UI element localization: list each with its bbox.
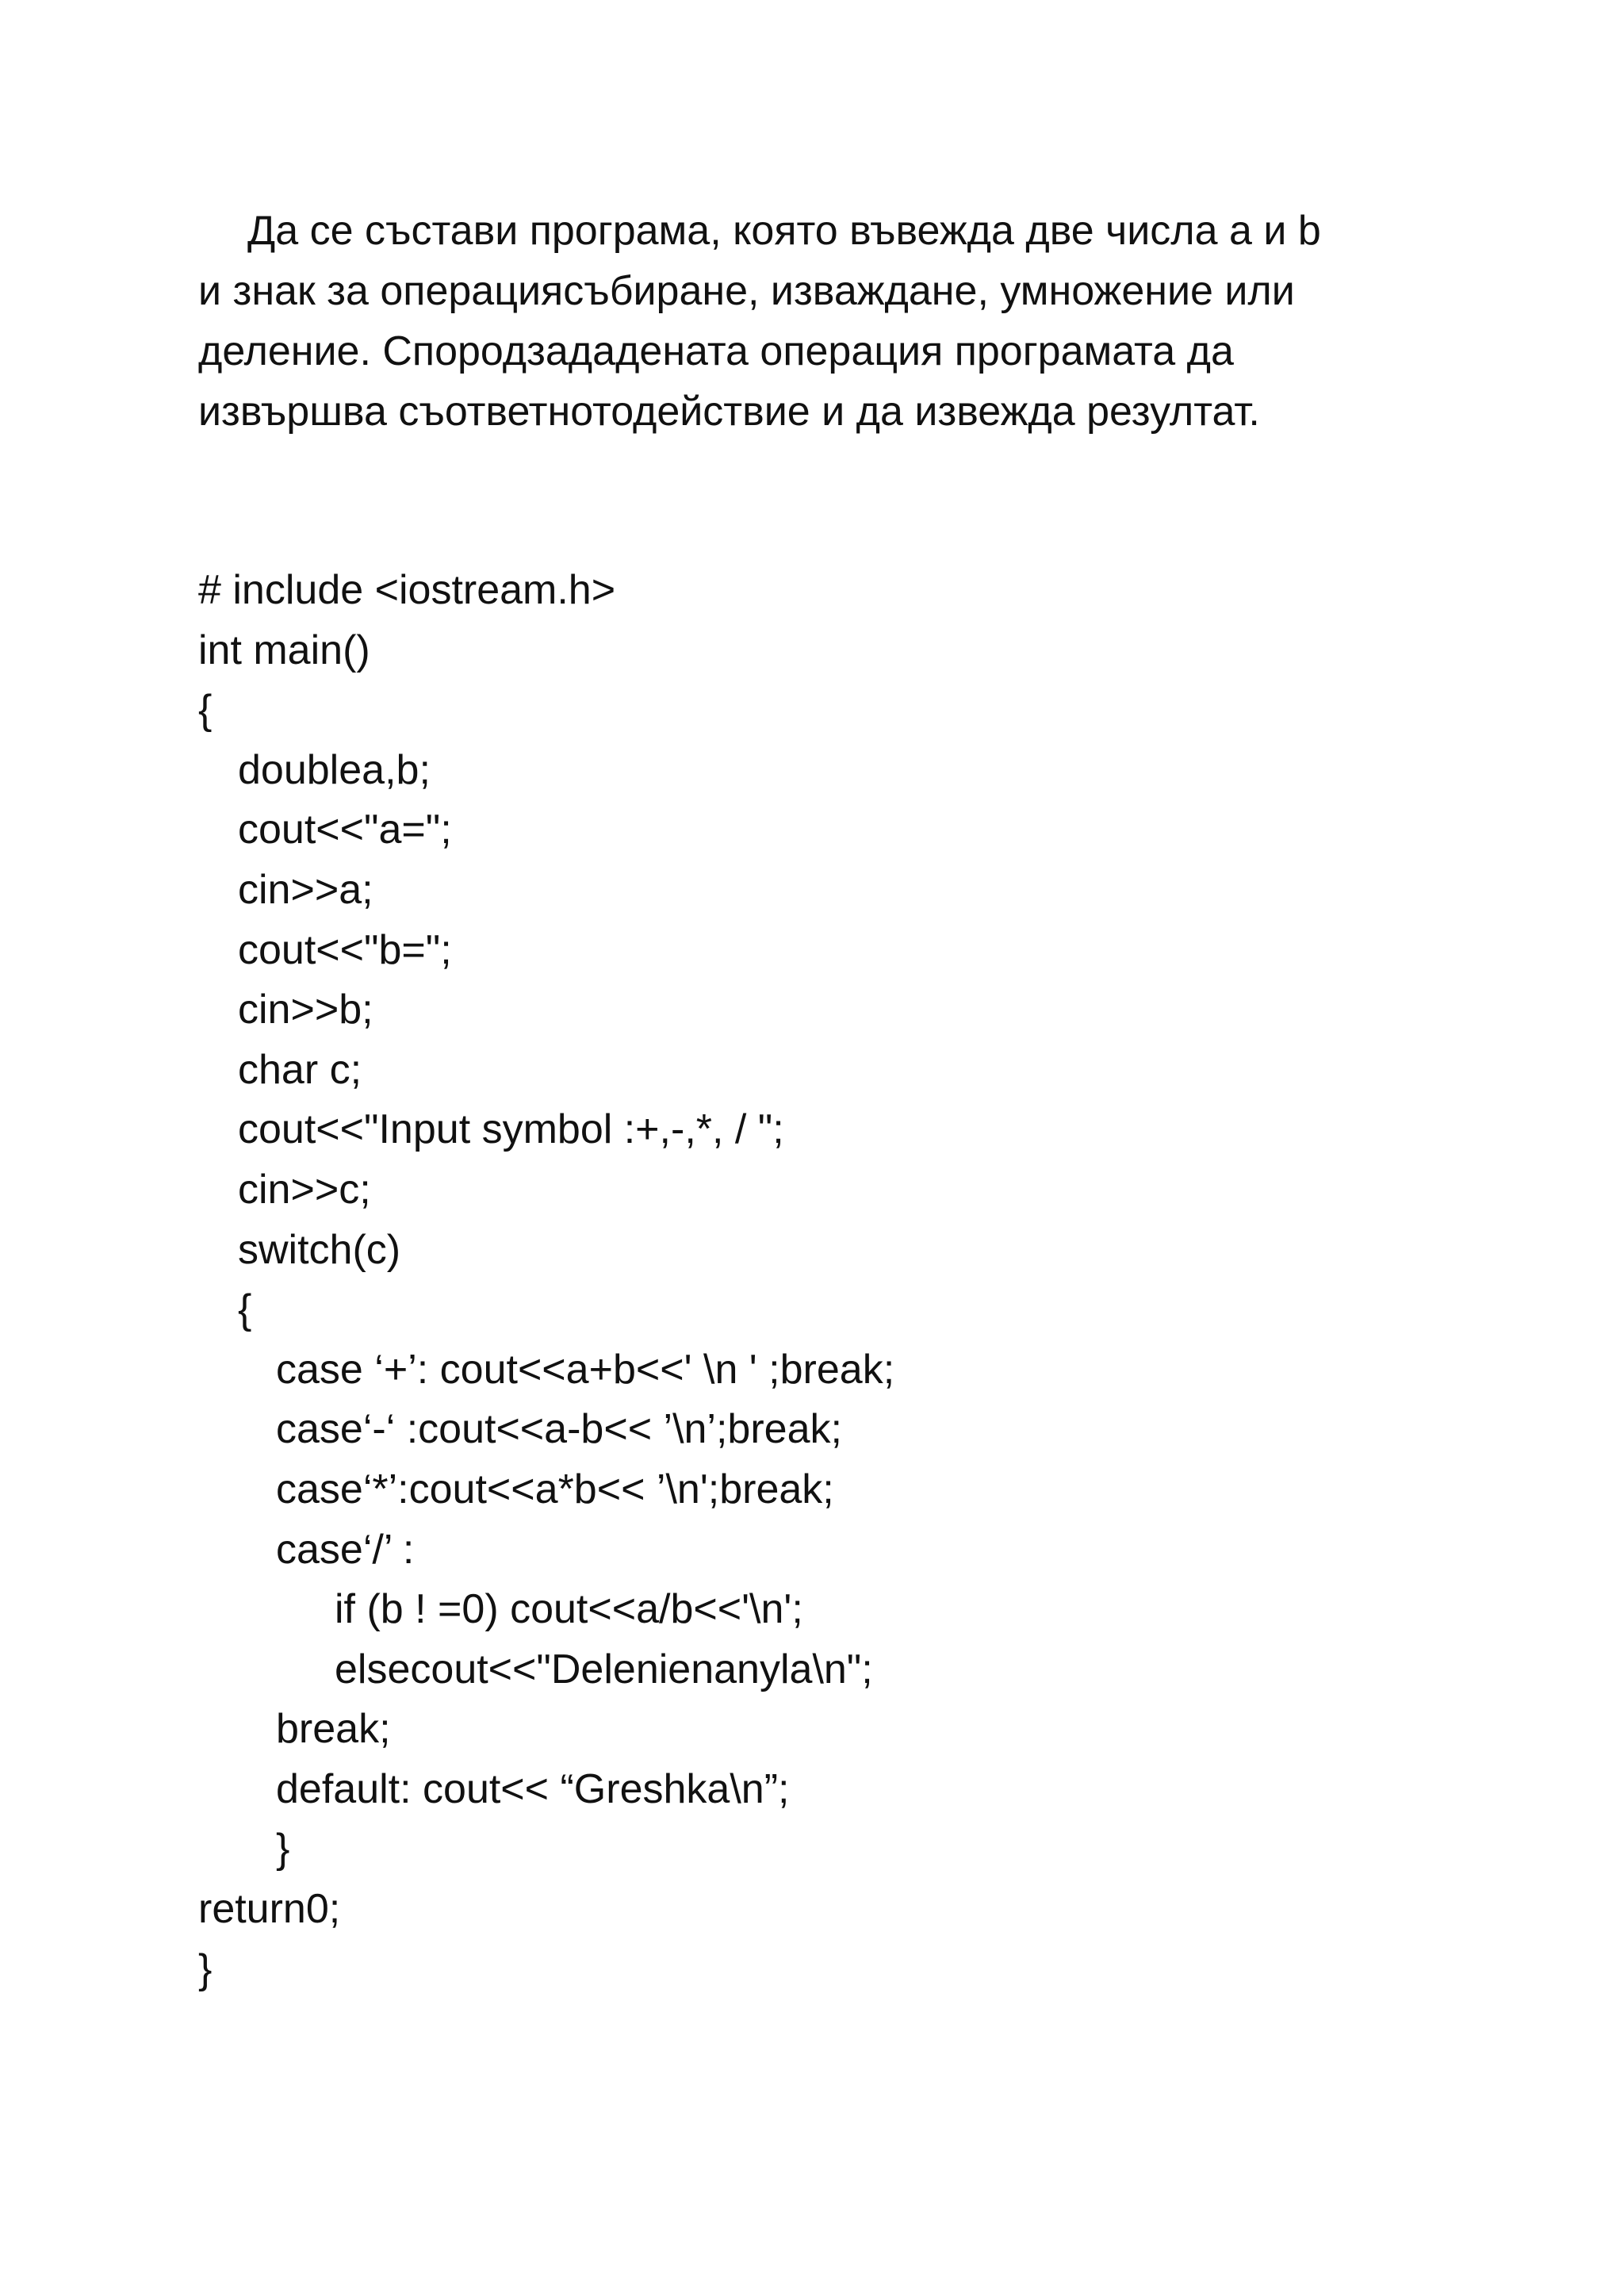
code-line-close-brace: }	[198, 1945, 213, 1992]
task-statement	[198, 201, 1435, 442]
code-line-return: return0;	[198, 1886, 341, 1933]
code-line-switch-open: {	[238, 1286, 252, 1333]
code-line-case-divide: case‘/’ :	[276, 1526, 415, 1573]
code-line-switch-close: }	[276, 1826, 290, 1872]
code-line-if-nonzero: if (b ! =0) cout<<a/b<<'\n';	[335, 1586, 803, 1633]
code-line-prompt-b: cout<<"b=";	[238, 926, 452, 973]
code-line-open-brace: {	[198, 687, 213, 734]
code-line-else: elsecout<<"Delenienanyla\n";	[335, 1646, 873, 1692]
code-line-prompt-a: cout<<"a=";	[238, 807, 452, 853]
code-line-switch: switch(c)	[238, 1226, 401, 1273]
code-line-include: # include <iostream.h>	[198, 567, 616, 613]
task-line-4: извършва съответнотодействие и да извежда резултат.	[198, 389, 1260, 435]
code-line-main: int main()	[198, 627, 370, 673]
task-line-2: и знак за операциясъбиране, изваждане, умножение или	[198, 268, 1295, 314]
code-listing	[198, 561, 1435, 1999]
code-line-read-a: cin>>a;	[238, 866, 373, 913]
code-line-case-plus: case ‘+’: cout<<a+b<<' \n ' ;break;	[276, 1346, 895, 1393]
task-line-3: деление. Спородзададената операция програмата да	[198, 328, 1234, 374]
code-line-case-multiply: case‘*’:cout<<a*b<< ’\n';break;	[276, 1466, 834, 1512]
code-line-prompt-symbol: cout<<"Input symbol :+,-,*, / ";	[238, 1106, 784, 1153]
task-line-1: Да се състави програма, която въвежда две числа a и b	[247, 208, 1321, 254]
code-line-declare: doublea,b;	[238, 746, 431, 793]
code-line-case-minus: case‘-‘ :cout<<a-b<< ’\n’;break;	[276, 1406, 842, 1453]
code-line-char-decl: char c;	[238, 1046, 362, 1093]
code-line-break: break;	[276, 1706, 391, 1753]
code-line-read-b: cin>>b;	[238, 987, 373, 1033]
code-line-read-c: cin>>c;	[238, 1166, 371, 1213]
code-line-default: default: cout<< “Greshka\n”;	[276, 1765, 790, 1812]
